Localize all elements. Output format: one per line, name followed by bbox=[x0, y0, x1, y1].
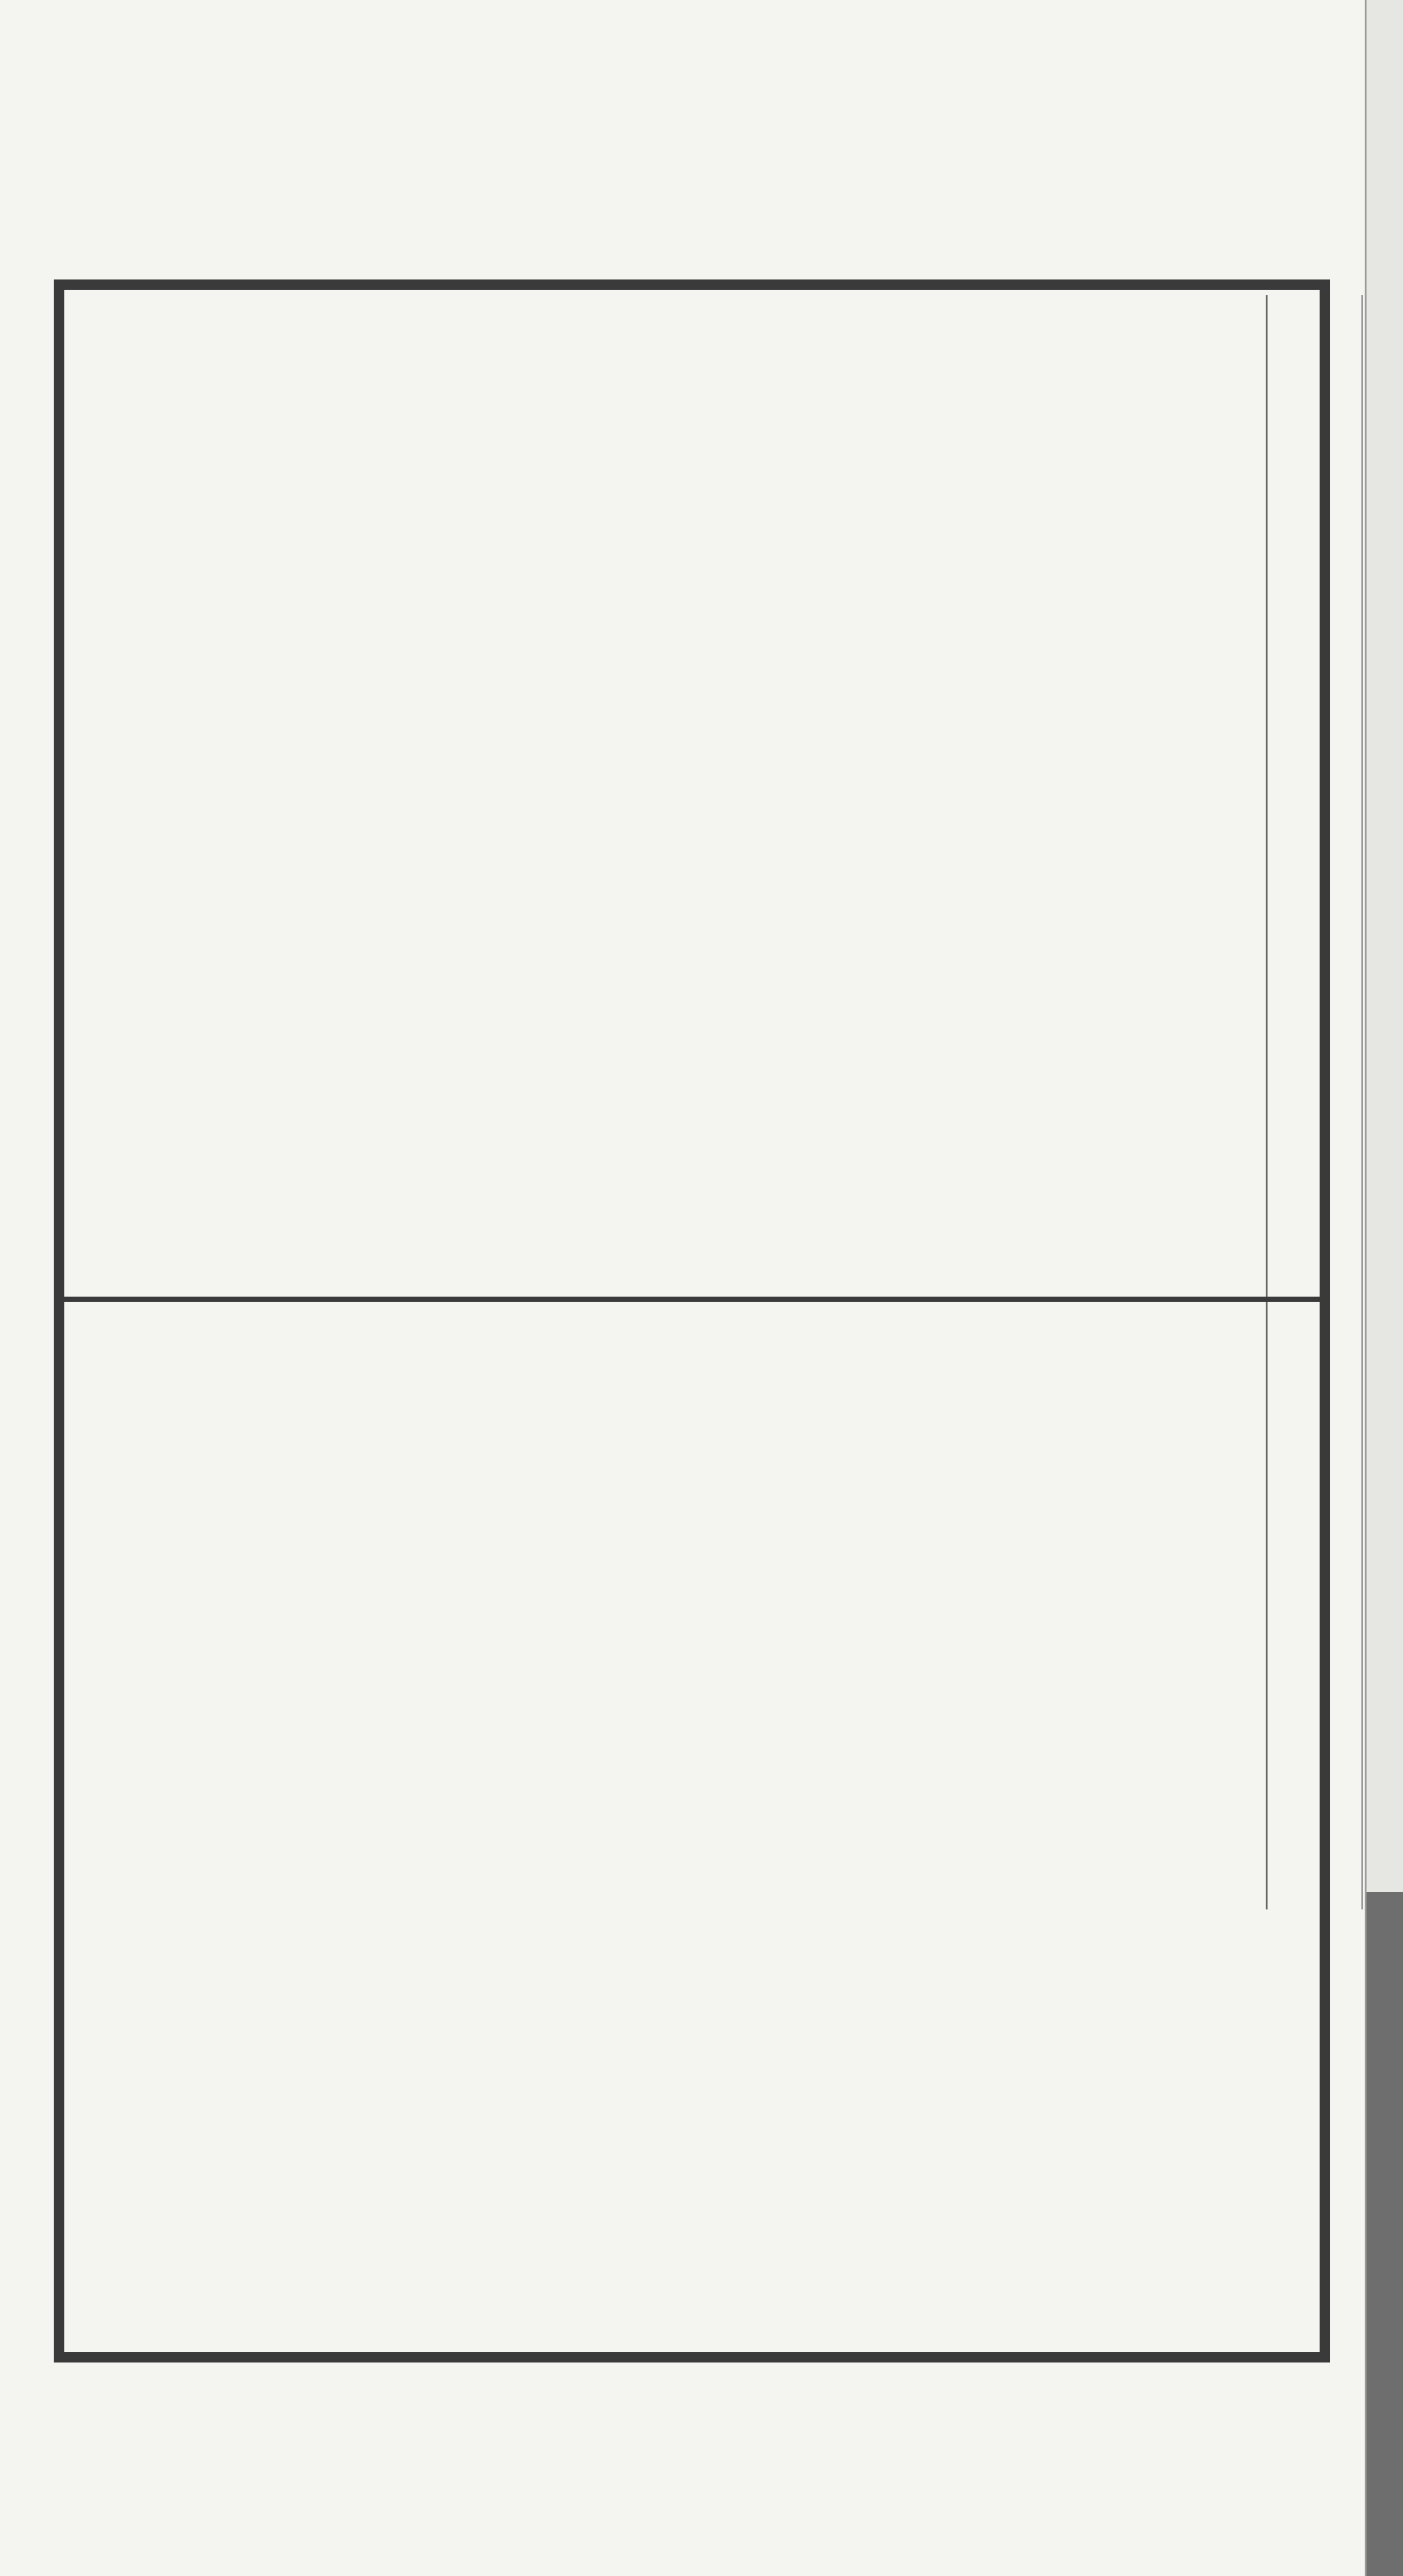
section-divider bbox=[64, 1297, 1320, 1302]
bottom-section-essay bbox=[64, 1305, 1320, 2362]
top-section-commentaries bbox=[64, 290, 1320, 1297]
page-frame bbox=[54, 279, 1330, 2362]
adjacent-page-shadow bbox=[1367, 1892, 1403, 2576]
